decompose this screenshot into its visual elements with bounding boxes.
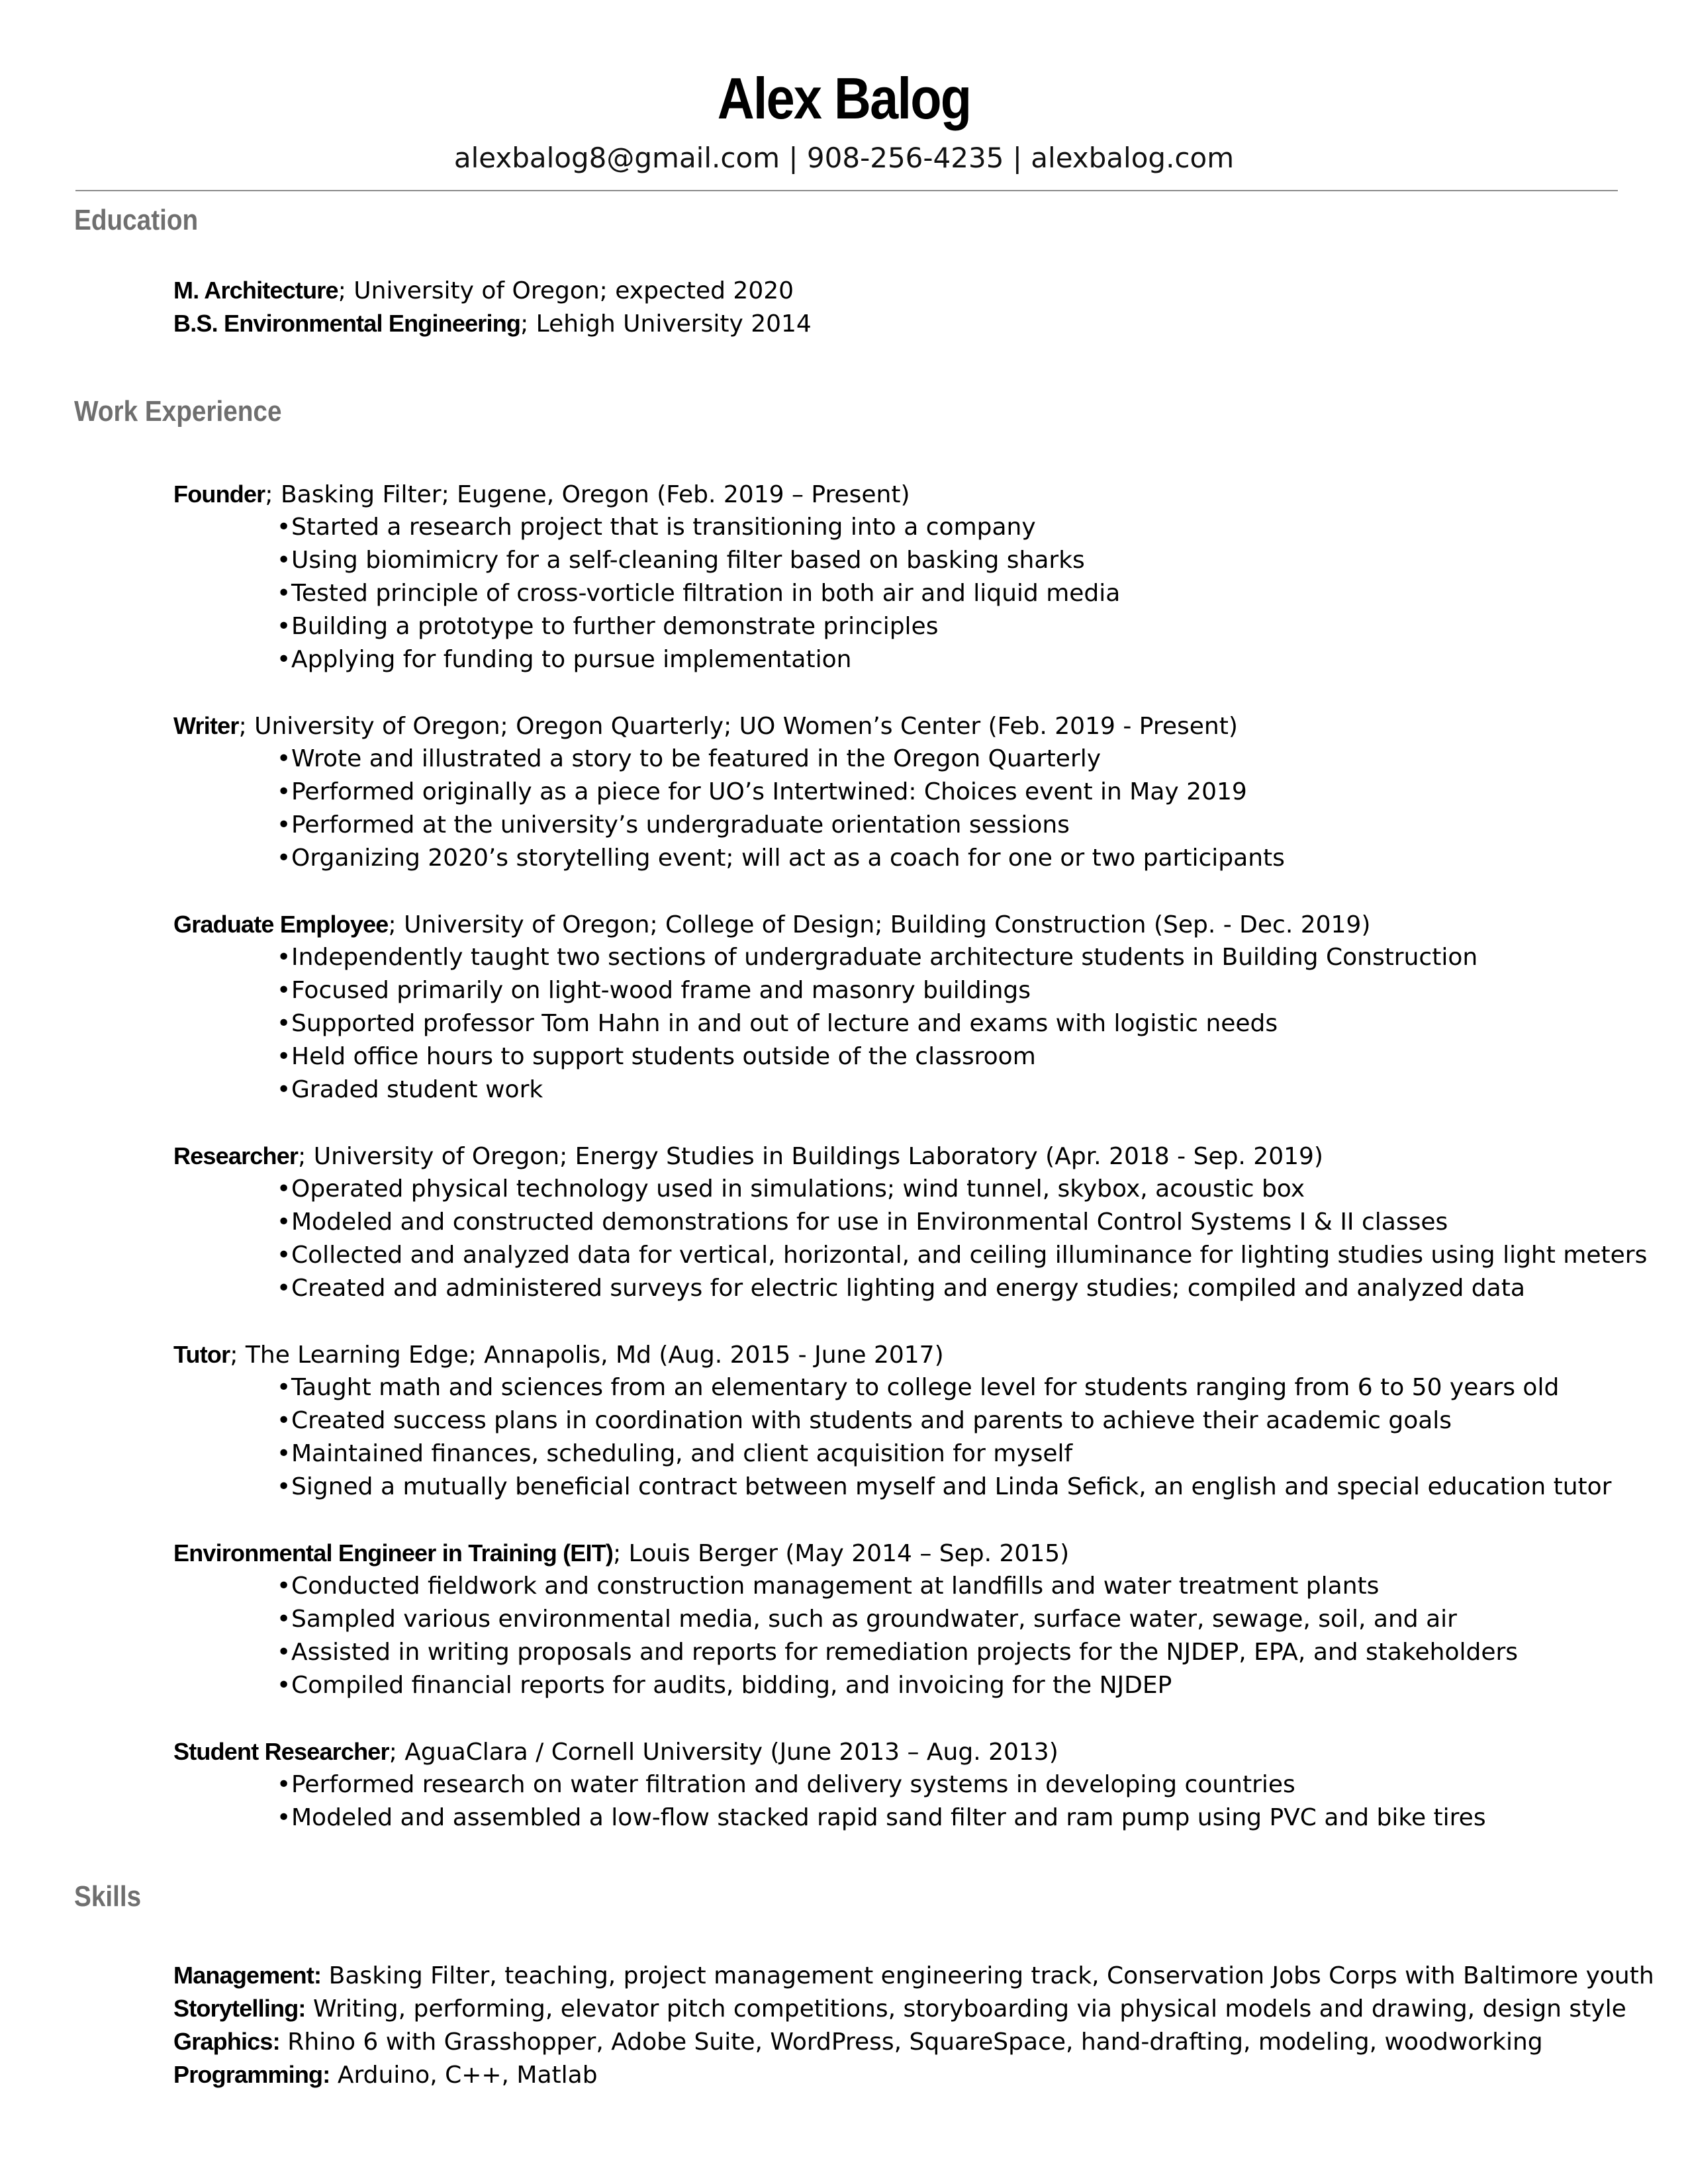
list-item: • Applying for funding to pursue implementation bbox=[277, 643, 1120, 676]
list-item: • Signed a mutually beneficial contract between myself and Linda Sefick, an english and special education tutor bbox=[277, 1471, 1611, 1504]
job-bullets bbox=[277, 1173, 1647, 1305]
degree-detail: ; University of Oregon; expected 2020 bbox=[338, 277, 794, 304]
contact-info: alexbalog8@gmail.com | 908-256-4235 | alexbalog.com bbox=[453, 142, 1235, 174]
job-role: Student Researcher bbox=[173, 1738, 389, 1765]
list-item: • Focused primarily on light-wood frame and masonry buildings bbox=[277, 974, 1477, 1007]
list-item: • Modeled and constructed demonstrations for use in Environmental Control Systems I & II classes bbox=[277, 1206, 1647, 1239]
job-title-line bbox=[173, 1338, 944, 1372]
job-detail: ; AguaClara / Cornell University (June 2013 – Aug. 2013) bbox=[389, 1739, 1058, 1766]
job-role: Tutor bbox=[173, 1341, 230, 1368]
list-item: • Held office hours to support students outside of the classroom bbox=[277, 1040, 1477, 1073]
list-item: • Wrote and illustrated a story to be featured in the Oregon Quarterly bbox=[277, 743, 1285, 776]
skill-text: Arduino, C++, Matlab bbox=[330, 2062, 598, 2089]
job-role: Writer bbox=[173, 712, 239, 739]
list-item: • Created and administered surveys for electric lighting and energy studies; compiled and analyzed data bbox=[277, 1272, 1647, 1305]
job-title-line bbox=[173, 1140, 1323, 1173]
skill-line bbox=[173, 2058, 598, 2092]
list-item: • Performed originally as a piece for UO’s Intertwined: Choices event in May 2019 bbox=[277, 776, 1285, 809]
job-title-line bbox=[173, 908, 1370, 942]
list-item: • Modeled and assembled a low-flow stacked rapid sand filter and ram pump using PVC and bike tires bbox=[277, 1801, 1486, 1835]
job-role: Founder bbox=[173, 480, 265, 508]
list-item: • Created success plans in coordination with students and parents to achieve their academic goals bbox=[277, 1404, 1611, 1437]
job-role: Researcher bbox=[173, 1142, 299, 1169]
job-bullets bbox=[277, 1768, 1486, 1835]
list-item: • Supported professor Tom Hahn in and out of lecture and exams with logistic needs bbox=[277, 1007, 1477, 1040]
skill-text: Basking Filter, teaching, project management engineering track, Conservation Jobs Corps with Baltimore youth bbox=[321, 1962, 1654, 1989]
job-role: Graduate Employee bbox=[173, 911, 389, 938]
work-experience-heading: Work Experience bbox=[74, 395, 282, 428]
header-divider bbox=[75, 190, 1618, 191]
skill-line bbox=[173, 1992, 1626, 2026]
job-detail: ; University of Oregon; Oregon Quarterly; UO Women’s Center (Feb. 2019 - Present) bbox=[238, 713, 1238, 740]
degree-detail: ; Lehigh University 2014 bbox=[520, 310, 812, 338]
job-role: Environmental Engineer in Training (EIT) bbox=[173, 1539, 614, 1567]
list-item: • Graded student work bbox=[277, 1073, 1477, 1107]
job-bullets bbox=[277, 1371, 1611, 1504]
skill-line bbox=[173, 2025, 1543, 2059]
list-item: • Organizing 2020’s storytelling event; will act as a coach for one or two participants bbox=[277, 842, 1285, 875]
job-detail: ; The Learning Edge; Annapolis, Md (Aug. 2015 - June 2017) bbox=[230, 1342, 944, 1369]
degree-name: M. Architecture bbox=[173, 277, 338, 304]
skill-label: Graphics: bbox=[173, 2028, 280, 2055]
job-bullets bbox=[277, 743, 1285, 875]
list-item: • Started a research project that is transitioning into a company bbox=[277, 511, 1120, 544]
list-item: • Maintained finances, scheduling, and client acquisition for myself bbox=[277, 1437, 1611, 1471]
job-detail: ; Louis Berger (May 2014 – Sep. 2015) bbox=[613, 1540, 1070, 1567]
education-item bbox=[173, 274, 794, 308]
list-item: • Building a prototype to further demonstrate principles bbox=[277, 610, 1120, 643]
skill-line bbox=[173, 1959, 1654, 1993]
job-title-line bbox=[173, 1735, 1058, 1769]
list-item: • Performed research on water filtration and delivery systems in developing countries bbox=[277, 1768, 1486, 1801]
page-title: Alex Balog bbox=[717, 66, 971, 131]
job-bullets bbox=[277, 1570, 1518, 1702]
list-item: • Assisted in writing proposals and reports for remediation projects for the NJDEP, EPA, and stakeholders bbox=[277, 1636, 1518, 1669]
degree-name: B.S. Environmental Engineering bbox=[173, 310, 521, 337]
education-item bbox=[173, 307, 812, 341]
list-item: • Collected and analyzed data for vertical, horizontal, and ceiling illuminance for lighting studies using light meters bbox=[277, 1239, 1647, 1272]
job-bullets bbox=[277, 511, 1120, 676]
list-item: • Compiled financial reports for audits, bidding, and invoicing for the NJDEP bbox=[277, 1669, 1518, 1702]
skills-heading: Skills bbox=[74, 1880, 142, 1913]
job-title-line bbox=[173, 1537, 1069, 1570]
list-item: • Using biomimicry for a self-cleaning filter based on basking sharks bbox=[277, 544, 1120, 577]
job-bullets bbox=[277, 941, 1477, 1107]
list-item: • Performed at the university’s undergraduate orientation sessions bbox=[277, 809, 1285, 842]
skill-text: Writing, performing, elevator pitch competitions, storyboarding via physical models and drawing, design style bbox=[305, 1995, 1626, 2023]
list-item: • Sampled various environmental media, such as groundwater, surface water, sewage, soil, and air bbox=[277, 1603, 1518, 1636]
job-title-line bbox=[173, 709, 1238, 743]
list-item: • Taught math and sciences from an elementary to college level for students ranging from 6 to 50 years old bbox=[277, 1371, 1611, 1404]
skill-label: Storytelling: bbox=[173, 1995, 306, 2022]
list-item: • Operated physical technology used in simulations; wind tunnel, skybox, acoustic box bbox=[277, 1173, 1647, 1206]
job-detail: ; Basking Filter; Eugene, Oregon (Feb. 2019 – Present) bbox=[265, 481, 910, 508]
list-item: • Conducted fieldwork and construction management at landfills and water treatment plants bbox=[277, 1570, 1518, 1603]
education-heading: Education bbox=[74, 204, 199, 236]
job-detail: ; University of Oregon; College of Design; Building Construction (Sep. - Dec. 2019) bbox=[388, 911, 1371, 938]
skill-label: Management: bbox=[173, 1962, 322, 1989]
job-title-line bbox=[173, 478, 910, 512]
skill-label: Programming: bbox=[173, 2061, 330, 2088]
list-item: • Independently taught two sections of undergraduate architecture students in Building Construction bbox=[277, 941, 1477, 974]
list-item: • Tested principle of cross-vorticle filtration in both air and liquid media bbox=[277, 577, 1120, 610]
job-detail: ; University of Oregon; Energy Studies in Buildings Laboratory (Apr. 2018 - Sep. 2019) bbox=[298, 1143, 1323, 1170]
skill-text: Rhino 6 with Grasshopper, Adobe Suite, WordPress, SquareSpace, hand-drafting, modeling, woodworking bbox=[279, 2028, 1543, 2056]
